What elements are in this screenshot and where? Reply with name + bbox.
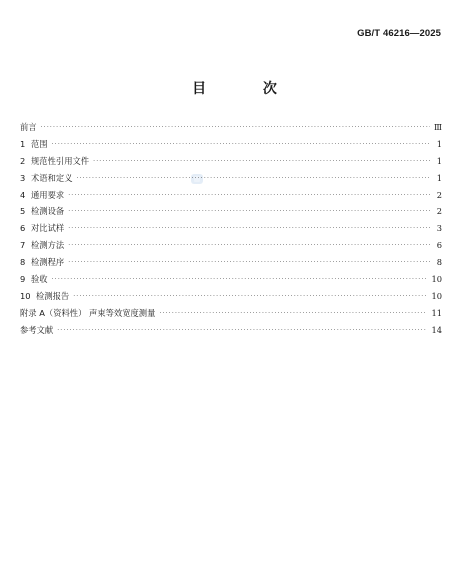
toc-leader-dots — [93, 158, 430, 165]
toc-title: 目 次 — [192, 81, 303, 97]
toc-entry-title: 术语和定义 — [31, 172, 73, 183]
toc-entry-number: 5 — [20, 206, 26, 217]
toc-entry-10[interactable] — [20, 290, 442, 307]
toc-entry-number: 1 — [20, 138, 26, 149]
toc-leader-dots — [52, 141, 430, 148]
toc-entry-page: 1 — [436, 155, 442, 166]
toc-leader-dots — [77, 175, 431, 182]
toc-leader-dots — [68, 225, 430, 232]
toc-leader-dots — [73, 293, 427, 300]
toc-entry-page: 10 — [431, 290, 442, 301]
toc-entry-page: 2 — [436, 189, 442, 200]
toc-entry-page: Ⅲ — [433, 122, 442, 132]
toc-entry-7[interactable] — [20, 239, 442, 256]
toc-entry-number: 4 — [20, 189, 26, 200]
standard-code: GB/T 46216—2025 — [357, 28, 441, 39]
toc-entry-page: 1 — [436, 172, 442, 183]
toc-entry-title: 检测方法 — [31, 240, 65, 251]
toc-leader-dots — [68, 192, 430, 199]
toc-entry-title: 验收 — [31, 274, 48, 285]
toc-leader-dots — [52, 276, 428, 283]
toc-entry-page: 3 — [436, 223, 442, 234]
toc-entry-title: 规范性引用文件 — [31, 155, 90, 166]
toc-entry-page: 11 — [431, 307, 442, 318]
toc-entry-number: 3 — [20, 172, 26, 183]
toc-leader-dots — [68, 259, 430, 266]
toc-entry-2[interactable] — [20, 155, 442, 172]
toc-entry-title: 通用要求 — [31, 189, 65, 200]
toc-entry-number: 9 — [20, 274, 26, 285]
toc-leader-dots — [68, 242, 430, 249]
toc-entry-preface[interactable] — [20, 121, 442, 138]
toc-entry-4[interactable] — [20, 189, 442, 206]
toc-entry-page: 6 — [436, 240, 442, 251]
toc-entry-title: 检测设备 — [31, 206, 65, 217]
toc-entry-number: 7 — [20, 240, 26, 251]
toc-entry-number: 2 — [20, 155, 26, 166]
toc-entry-number: 6 — [20, 223, 26, 234]
toc-entry-bibliography[interactable] — [20, 324, 442, 341]
toc-leader-dots — [41, 124, 430, 131]
toc-entry-page: 10 — [431, 274, 442, 285]
toc-entry-9[interactable] — [20, 273, 442, 290]
toc-entry-annex-a[interactable] — [20, 307, 442, 324]
toc-entry-title: 检测报告 — [36, 290, 70, 301]
toc-entry-page: 14 — [431, 324, 442, 335]
toc-entry-title: 范围 — [31, 138, 48, 149]
toc-entry-page: 2 — [436, 206, 442, 217]
toc-entry-number: 10 — [20, 290, 31, 301]
toc-entry-number: 8 — [20, 257, 26, 268]
toc-entry-1[interactable] — [20, 138, 442, 155]
toc-entry-title: 参考文献 — [20, 324, 54, 335]
toc-leader-dots — [57, 327, 427, 334]
toc-entry-page: 1 — [436, 138, 442, 149]
toc-entry-5[interactable] — [20, 205, 442, 222]
toc-entry-title: 附录 A（资料性） 声束等效宽度测量 — [20, 307, 156, 318]
toc-entry-title: 对比试样 — [31, 223, 65, 234]
toc-entry-8[interactable] — [20, 256, 442, 273]
toc-leader-dots — [159, 310, 427, 317]
toc-leader-dots — [68, 208, 430, 215]
toc-entry-6[interactable] — [20, 222, 442, 239]
toc-entry-title: 检测程序 — [31, 257, 65, 268]
toc-entry-page: 8 — [436, 257, 442, 268]
toc-entry-title: 前言 — [20, 122, 37, 132]
table-of-contents — [20, 121, 442, 341]
toc-entry-3[interactable] — [20, 172, 442, 189]
